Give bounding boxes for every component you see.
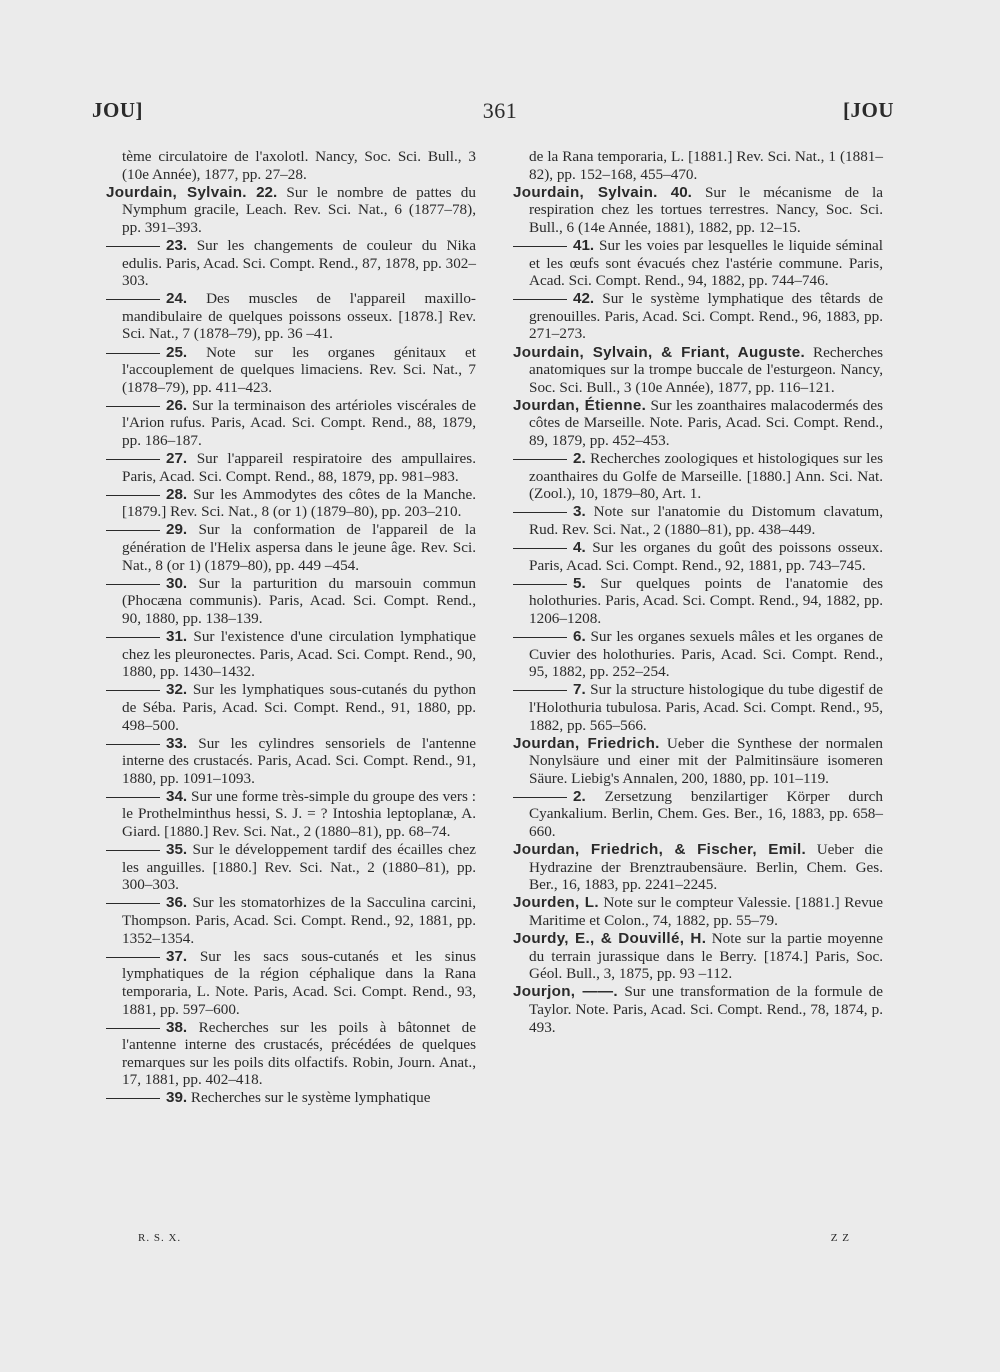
bibliography-entry [513, 237, 883, 290]
bibliography-entry [106, 450, 476, 485]
bibliography-entry [106, 237, 476, 290]
entry-number: 23. [166, 236, 188, 254]
entry-author: Jourden, L. [513, 894, 599, 912]
entry-text: Recherches zoologiques et histologiques sur les zoanthaires du Golfe de Marseille. [1880.] Ann. Sci. Nat. (Zool.), 10, 1879–80, Art. 1. [529, 450, 884, 503]
entry-text: Sur l'appareil respiratoire des ampullaires. Paris, Acad. Sci. Compt. Rend., 88, 1879, pp. 981–983. [122, 450, 476, 485]
entry-number: 3. [573, 503, 586, 521]
entry-number: 24. [166, 290, 188, 308]
ditto-rule [106, 495, 160, 496]
entry-author: Jourdan, Friedrich. [513, 734, 660, 752]
entry-author: Jourdy, E., & Douvillé, H. [513, 930, 707, 948]
ditto-rule [106, 1028, 160, 1029]
entry-number: 33. [166, 734, 188, 752]
entry-text: Sur les sacs sous-cutanés et les sinus lymphatiques de la région céphalique dans la Rana temporaria, L. Note. Paris, Acad. Sci. Compt. Rend., 93, 1881, pp. 597–600. [122, 947, 477, 1018]
entry-number: 2. [573, 450, 586, 468]
entry-number: 30. [166, 574, 188, 592]
entry-text: Ueber die Synthese der normalen Nonylsäure und einer mit der Palmitinsäure isomeren Säure. Liebig's Annalen, 200, 1880, pp. 101–119. [529, 734, 883, 787]
entry-number: 41. [573, 236, 595, 254]
entry-number: 36. [166, 894, 188, 912]
entry-number: 35. [166, 841, 188, 859]
entry-number: 31. [166, 628, 188, 646]
ditto-rule [106, 690, 160, 691]
entry-text: Sur le développement tardif des écailles chez les anguilles. [1880.] Rev. Sci. Nat., 2 (1880–81), pp. 300–303. [122, 841, 477, 894]
entry-text: Sur la conformation de l'appareil de la génération de l'Helix aspersa dans le jeune âge. Rev. Sci. Nat., 8 (or 1) (1879–80), pp. 449 –454. [122, 521, 476, 574]
entry-text: Sur les zoanthaires malacodermés des côtes de Marseille. Note. Paris, Acad. Sci. Compt. Rend., 89, 1879, pp. 452–453. [529, 396, 883, 449]
entry-text: Recherches sur les poils à bâtonnet de l'antenne interne des crustacés, précédées de quelques remarques sur les poils dits olfactifs. Robin, Journ. Anat., 17, 1881, pp. 402–418. [122, 1018, 476, 1089]
bibliography-entry [106, 788, 476, 841]
ditto-rule [106, 744, 160, 745]
ditto-rule [106, 850, 160, 851]
entry-text: Sur les Ammodytes des côtes de la Manche. [1879.] Rev. Sci. Nat., 8 (or 1) (1879–80), pp. 203–210. [122, 485, 477, 521]
bibliography-entry [106, 575, 476, 628]
entry-number: 28. [166, 485, 188, 503]
entry-number: 22. [256, 183, 278, 201]
entry-text: Note sur les organes génitaux et l'accouplement de quelques limaciens. Rev. Sci. Nat., 7 (1878–79), pp. 411–423. [122, 343, 476, 396]
bibliography-entry [513, 344, 883, 397]
entry-author: Jourdan, Étienne. [513, 396, 647, 414]
bibliography-entry [106, 1089, 476, 1107]
entry-number: 4. [573, 539, 586, 557]
entry-text: Des muscles de l'appareil maxillo-mandibulaire de quelques poissons osseux. [1878.] Rev. Sci. Nat., 7 (1878–79), pp. 36 –41. [122, 290, 476, 343]
entry-text: Ueber die Hydrazine der Brenztraubensäure. Berlin, Chem. Ges. Ber., 16, 1883, pp. 2241–2245. [529, 841, 883, 894]
entry-number: 2. [573, 787, 586, 805]
gathering-mark: Z Z [830, 1232, 850, 1244]
ditto-rule [106, 957, 160, 958]
right-column [513, 148, 883, 1037]
entry-text: Zersetzung benzilartiger Körper durch Cyankalium. Berlin, Chem. Ges. Ber., 16, 1883, pp. 658–660. [529, 787, 883, 841]
entry-author: Jourjon, ——. [513, 983, 618, 1001]
bibliography-entry [106, 628, 476, 681]
entry-text: Sur la parturition du marsouin commun (Phocæna communis). Paris, Acad. Sci. Compt. Rend., 90, 1880, pp. 138–139. [122, 574, 477, 627]
entry-number: 5. [573, 574, 586, 592]
ditto-rule [513, 299, 567, 300]
ditto-rule [106, 1098, 160, 1099]
entry-text: Note sur l'anatomie du Distomum clavatum, Rud. Rev. Sci. Nat., 2 (1880–81), pp. 438–449. [529, 503, 884, 538]
entry-author: Jourdain, Sylvain, & Friant, Auguste. [513, 343, 806, 361]
bibliography-entry [513, 983, 883, 1036]
entry-number: 39. [166, 1089, 188, 1107]
ditto-rule [106, 299, 160, 300]
entry-text: Sur le mécanisme de la respiration chez les tortues terrestres. Nancy, Soc. Sci. Bull., 6 (14e Année, 1881), 1882, pp. 12–15. [529, 183, 884, 236]
entry-number: 34. [166, 787, 188, 805]
bibliography-entry [513, 930, 883, 983]
bibliography-entry [513, 290, 883, 343]
ditto-rule [106, 406, 160, 407]
bibliography-entry [513, 788, 883, 841]
entry-text: Sur le nombre de pattes du Nymphum gracile, Leach. Rev. Sci. Nat., 6 (1877–78), pp. 391–393. [122, 183, 476, 236]
ditto-rule [106, 637, 160, 638]
bibliography-entry [106, 1019, 476, 1089]
bibliography-entry [106, 397, 476, 450]
ditto-rule [106, 246, 160, 247]
bibliography-entry [513, 735, 883, 788]
entry-text: Sur le système lymphatique des têtards de grenouilles. Paris, Acad. Sci. Compt. Rend., 96, 1883, pp. 271–273. [529, 290, 884, 343]
entry-text: Note sur le compteur Valessie. [1881.] Revue Maritime et Colon., 74, 1882, pp. 55–79. [529, 894, 883, 930]
ditto-rule [106, 584, 160, 585]
ditto-rule [106, 903, 160, 904]
bibliography-entry [106, 681, 476, 734]
bibliography-entry [513, 894, 883, 929]
entry-text: Sur les cylindres sensoriels de l'antenne interne des crustacés. Paris, Acad. Sci. Compt. Rend., 91, 1880, pp. 1091–1093. [122, 734, 476, 787]
bibliography-entry [106, 521, 476, 574]
bibliography-entry [513, 503, 883, 538]
entry-author: Jourdain, Sylvain. [106, 183, 247, 201]
bibliography-entry [513, 539, 883, 574]
entry-text: de la Rana temporaria, L. [1881.] Rev. Sci. Nat., 1 (1881–82), pp. 152–168, 455–470. [529, 148, 883, 183]
ditto-rule [513, 637, 567, 638]
entry-number: 42. [573, 290, 595, 308]
ditto-rule [513, 459, 567, 460]
signature-mark: R. S. X. [138, 1232, 182, 1244]
entry-text: Sur les voies par lesquelles le liquide séminal et les œufs sont évacués chez l'astérie commune. Paris, Acad. Sci. Compt. Rend., 94, 1882, pp. 744–746. [529, 236, 883, 290]
bibliography-entry [513, 841, 883, 894]
bibliography-entry [513, 575, 883, 628]
entry-number: 6. [573, 628, 586, 646]
ditto-rule [513, 512, 567, 513]
entry-text: Recherches sur le système lymphatique [190, 1089, 431, 1107]
ditto-rule [106, 353, 160, 354]
bibliography-entry [106, 344, 476, 397]
entry-number: 29. [166, 521, 188, 539]
bibliography-entry [513, 397, 883, 450]
entry-text: Sur les lymphatiques sous-cutanés du python de Séba. Paris, Acad. Sci. Compt. Rend., 91, 1880, pp. 498–500. [122, 681, 476, 734]
entry-number: 40. [670, 183, 692, 201]
bibliography-entry [513, 681, 883, 734]
entry-author: Jourdan, Friedrich, & Fischer, Emil. [513, 841, 807, 859]
page-number: 361 [482, 98, 518, 123]
bibliography-entry [106, 735, 476, 788]
bibliography-entry [513, 184, 883, 237]
bibliography-entry [513, 628, 883, 681]
running-head-left: JOU] [92, 98, 143, 122]
entry-number: 25. [166, 343, 188, 361]
bibliography-entry [106, 148, 476, 183]
entry-text: Sur l'existence d'une circulation lymphatique chez les pleuronectes. Paris, Acad. Sci. Compt. Rend., 90, 1880, pp. 1430–1432. [122, 628, 477, 681]
bibliography-entry [106, 184, 476, 237]
left-column [106, 148, 476, 1108]
ditto-rule [513, 797, 567, 798]
bibliography-entry [106, 894, 476, 947]
entry-text: Sur les organes du goût des poissons osseux. Paris, Acad. Sci. Compt. Rend., 92, 1881, pp. 743–745. [529, 539, 883, 574]
entry-number: 7. [573, 681, 586, 699]
entry-author: Jourdain, Sylvain. [513, 183, 658, 201]
entry-text: Sur une transformation de la formule de Taylor. Note. Paris, Acad. Sci. Compt. Rend., 78, 1874, p. 493. [529, 983, 883, 1036]
ditto-rule [513, 584, 567, 585]
bibliography-entry [106, 841, 476, 894]
entry-number: 37. [166, 947, 188, 965]
ditto-rule [513, 548, 567, 549]
bibliography-entry [106, 290, 476, 343]
entry-text: Sur les organes sexuels mâles et les organes de Cuvier des holothuries. Paris, Acad. Sci. Compt. Rend., 95, 1882, pp. 252–254. [529, 628, 883, 681]
entry-text: tème circulatoire de l'axolotl. Nancy, Soc. Sci. Bull., 3 (10e Année), 1877, pp. 27–28. [122, 148, 476, 183]
entry-text: Sur une forme très-simple du groupe des vers : le Prothelminthus hessi, S. J. = ? Intoshia leptoplanæ, A. Giard. [1880.] Rev. Sci. Nat., 2 (1880–81), pp. 68–74. [122, 787, 477, 841]
ditto-rule [513, 690, 567, 691]
ditto-rule [106, 530, 160, 531]
entry-text: Sur la terminaison des artérioles viscérales de l'Arion rufus. Paris, Acad. Sci. Compt. Rend., 88, 1879, pp. 186–187. [122, 396, 477, 449]
entry-text: Sur la structure histologique du tube digestif de l'Holothuria tubulosa. Paris, Acad. Sci. Compt. Rend., 95, 1882, pp. 565–566. [529, 681, 884, 734]
entry-number: 26. [166, 396, 188, 414]
ditto-rule [106, 797, 160, 798]
running-head-right: [JOU [843, 98, 894, 122]
bibliography-entry [106, 948, 476, 1018]
entry-number: 38. [166, 1018, 188, 1036]
entry-text: Sur quelques points de l'anatomie des holothuries. Paris, Acad. Sci. Compt. Rend., 94, 1882, pp. 1206–1208. [529, 574, 883, 627]
entry-number: 27. [166, 450, 188, 468]
entry-text: Recherches anatomiques sur la trompe buccale de l'esturgeon. Nancy, Soc. Sci. Bull., 3 (10e Année), 1877, pp. 116–121. [529, 343, 883, 396]
entry-text: Sur les changements de couleur du Nika edulis. Paris, Acad. Sci. Compt. Rend., 87, 1878, pp. 302–303. [122, 236, 476, 290]
entry-number: 32. [166, 681, 188, 699]
ditto-rule [513, 246, 567, 247]
entry-text: Sur les stomatorhizes de la Sacculina carcini, Thompson. Paris, Acad. Sci. Compt. Rend., 92, 1881, pp. 1352–1354. [122, 894, 477, 947]
bibliography-entry [513, 450, 883, 503]
entry-text: Note sur la partie moyenne du terrain jurassique dans le Berry. [1874.] Paris, Soc. Géol. Bull., 3, 1875, pp. 93 –112. [529, 930, 883, 983]
bibliography-entry [106, 486, 476, 521]
ditto-rule [106, 459, 160, 460]
bibliography-entry [513, 148, 883, 183]
